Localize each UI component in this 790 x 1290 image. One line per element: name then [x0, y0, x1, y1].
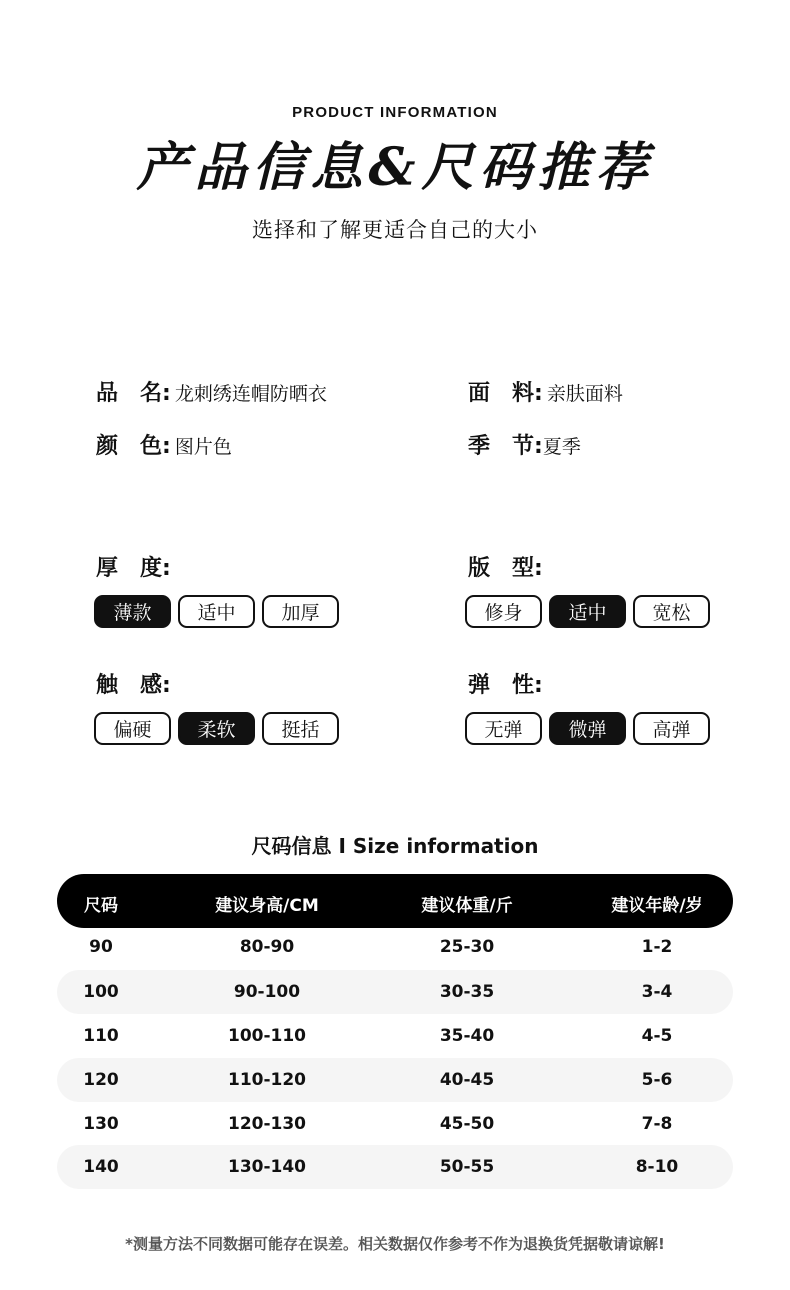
cell-weight: 45-50 [439, 1114, 495, 1134]
info-name-value: 龙刺绣连帽防晒衣 [174, 383, 327, 405]
cell-age: 8-10 [635, 1157, 679, 1177]
info-fabric-row [468, 376, 623, 407]
page-title: 产品信息&尺码推荐 [136, 137, 654, 198]
thickness-options [94, 595, 339, 628]
fit-option-slim[interactable]: 修身 [465, 595, 542, 628]
table-row [57, 1145, 733, 1189]
info-season-row [468, 429, 581, 460]
cell-weight: 25-30 [439, 937, 495, 957]
cell-age: 3-4 [641, 982, 673, 1002]
cell-height: 80-90 [239, 937, 295, 957]
cell-size: 110 [83, 1026, 119, 1046]
table-row [57, 1102, 733, 1146]
cell-age: 1-2 [641, 937, 673, 957]
elasticity-label: 弹 性: [468, 673, 543, 698]
thickness-option-thick[interactable]: 加厚 [262, 595, 339, 628]
table-row [57, 925, 733, 969]
cell-height: 120-130 [227, 1114, 307, 1134]
info-color-value: 图片色 [174, 436, 232, 458]
cell-age: 5-6 [641, 1070, 673, 1090]
info-season-value: 夏季 [542, 436, 581, 458]
info-fabric-value: 亲肤面料 [546, 383, 623, 405]
cell-size: 90 [89, 937, 113, 957]
elasticity-option-none[interactable]: 无弹 [465, 712, 542, 745]
info-color-label: 颜 色: [96, 434, 171, 459]
cell-height: 130-140 [227, 1157, 307, 1177]
size-table-header [57, 874, 733, 928]
fit-option-loose[interactable]: 宽松 [633, 595, 710, 628]
header-size: 尺码 [84, 896, 118, 916]
elasticity-option-slight[interactable]: 微弹 [549, 712, 626, 745]
cell-weight: 50-55 [439, 1157, 495, 1177]
header-weight: 建议体重/斤 [421, 896, 513, 916]
info-color-row [96, 429, 232, 460]
touch-option-crisp[interactable]: 挺括 [262, 712, 339, 745]
touch-label: 触 感: [96, 673, 171, 698]
info-name-label: 品 名: [96, 381, 171, 406]
cell-height: 90-100 [233, 982, 301, 1002]
info-season-label: 季 节: [468, 434, 543, 459]
cell-weight: 30-35 [439, 982, 495, 1002]
cell-weight: 40-45 [439, 1070, 495, 1090]
size-table-title: 尺码信息 I Size information [251, 834, 539, 858]
info-name-row [96, 376, 327, 407]
touch-option-soft[interactable]: 柔软 [178, 712, 255, 745]
cell-age: 7-8 [641, 1114, 673, 1134]
elasticity-option-high[interactable]: 高弹 [633, 712, 710, 745]
table-row [57, 1014, 733, 1058]
thickness-option-medium[interactable]: 适中 [178, 595, 255, 628]
info-fabric-label: 面 料: [468, 381, 543, 406]
thickness-option-thin[interactable]: 薄款 [94, 595, 171, 628]
table-row [57, 970, 733, 1014]
fit-options [465, 595, 710, 628]
cell-size: 140 [83, 1157, 119, 1177]
table-row [57, 1058, 733, 1102]
touch-option-stiff[interactable]: 偏硬 [94, 712, 171, 745]
header-age: 建议年龄/岁 [611, 896, 703, 916]
cell-age: 4-5 [641, 1026, 673, 1046]
fit-option-regular[interactable]: 适中 [549, 595, 626, 628]
disclaimer-note: *测量方法不同数据可能存在误差。相关数据仅作参考不作为退换货凭据敬请谅解! [125, 1235, 665, 1253]
cell-size: 100 [83, 982, 119, 1002]
cell-height: 110-120 [227, 1070, 307, 1090]
header-height: 建议身高/CM [215, 896, 319, 916]
elasticity-options [465, 712, 710, 745]
english-title: PRODUCT INFORMATION [292, 104, 498, 121]
touch-options [94, 712, 339, 745]
cell-size: 120 [83, 1070, 119, 1090]
page-subtitle: 选择和了解更适合自己的大小 [252, 218, 538, 242]
cell-height: 100-110 [227, 1026, 307, 1046]
cell-weight: 35-40 [439, 1026, 495, 1046]
thickness-label: 厚 度: [96, 556, 171, 581]
fit-label: 版 型: [468, 556, 543, 581]
cell-size: 130 [83, 1114, 119, 1134]
